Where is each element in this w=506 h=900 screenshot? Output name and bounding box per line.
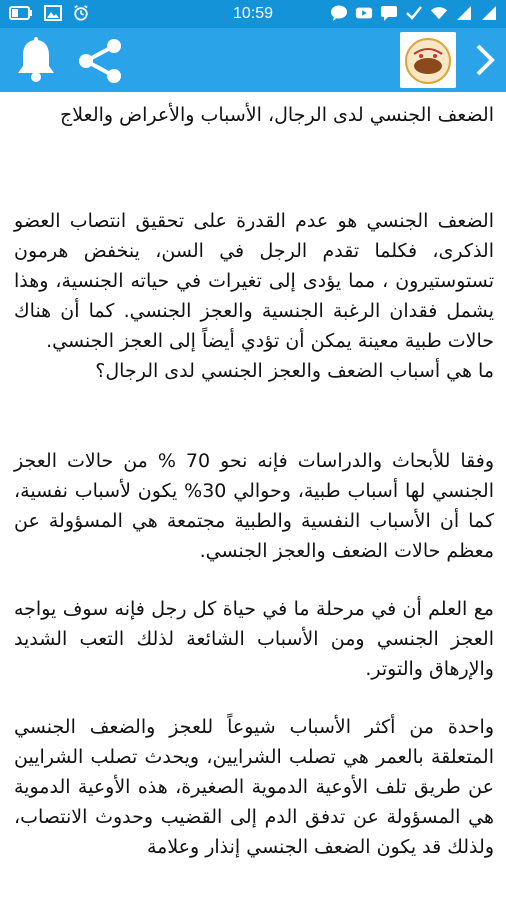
chat-icon	[380, 5, 398, 21]
paragraph-statistics: وفقا للأبحاث والدراسات فإنه نحو 70 % من حالات العجز الجنسي لها أسباب طبية، وحوالي 30% يكون لأسباب نفسية، كما أن الأسباب النفسية والطبية مجتمعة هي المسؤولة عن معظم حالات الضعف والعجز الجنسي.	[14, 450, 494, 562]
spacer	[14, 386, 494, 446]
youtube-icon	[355, 5, 373, 21]
paragraph-arteriosclerosis: واحدة من أكثر الأسباب شيوعاً للعجز والضعف الجنسي المتعلقة بالعمر هي تصلب الشرايين، ويحدث تصلب الشرايين عن طريق تلف الأوعية الدموية الصغيرة، هذه الأوعية الدموية هي المسؤولة عن تدفق الدم إلى القضيب وحدوث الانتصاب، ولذلك قد يكون الضعف الجنسي إنذار وعلامة	[14, 716, 494, 858]
app-bar	[0, 28, 506, 92]
article-title: الضعف الجنسي لدى الرجال، الأسباب والأعراض والعلاج	[60, 104, 494, 126]
messenger-icon	[330, 5, 348, 21]
signal-icon	[455, 5, 473, 21]
signal-icon	[480, 5, 498, 21]
spacer	[14, 130, 494, 206]
status-bar	[0, 0, 506, 28]
app-logo	[400, 32, 456, 88]
check-icon	[405, 5, 423, 21]
status-right-icons	[330, 5, 498, 21]
wifi-icon	[430, 5, 448, 21]
spacer	[14, 684, 494, 712]
spacer	[14, 566, 494, 594]
paragraph-common-causes: مع العلم أن في مرحلة ما في حياة كل رجل فإنه سوف يواجه العجز الجنسي ومن الأسباب الشائعة لذلك التعب الشديد والإرهاق والتوتر.	[14, 598, 494, 680]
article-content	[0, 92, 506, 862]
paragraph-definition: الضعف الجنسي هو عدم القدرة على تحقيق انتصاب العضو الذكرى، فكلما تقدم الرجل في السن، ينخفض هرمون تستوستيرون ، مما يؤدى إلى تغيرات في حياته الجنسية، وهذا يشمل فقدان الرغبة الجنسية والعجز الجنسي. كما أن هناك حالات طبية معينة يمكن أن تؤدي أيضاً إلى العجز الجنسي.	[14, 210, 494, 352]
section-question: ما هي أسباب الضعف والعجز الجنسي لدى الرجال؟	[95, 360, 494, 382]
share-icon[interactable]	[76, 38, 124, 84]
status-time: 10:59	[232, 5, 274, 22]
bell-icon[interactable]	[14, 36, 58, 84]
chevron-right-icon[interactable]	[470, 42, 498, 78]
